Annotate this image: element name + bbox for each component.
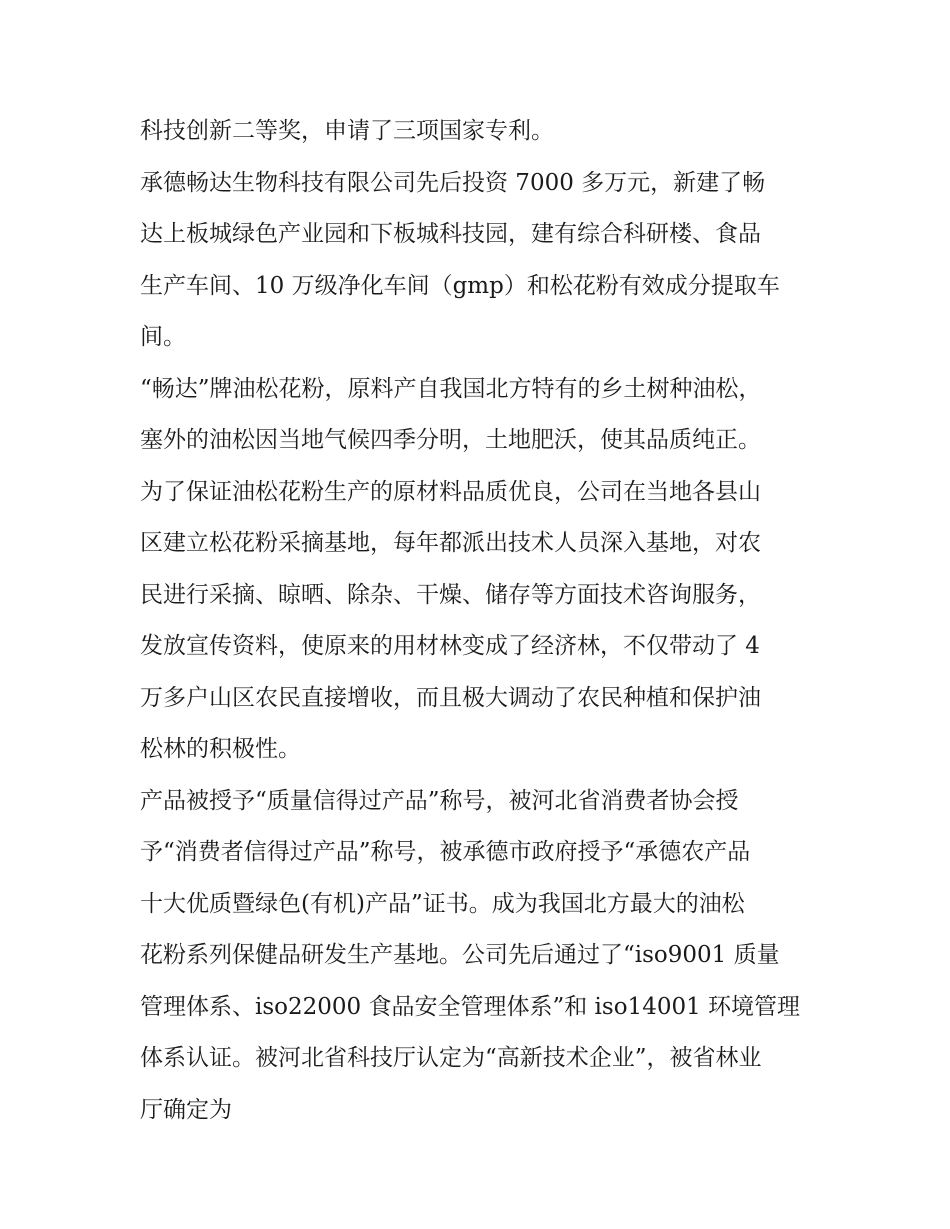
- text-line: 区建立松花粉采摘基地，每年都派出技术人员深入基地，对农: [140, 530, 761, 556]
- text-line: 生产车间、10 万级净化车间（gmp）和松花粉有效成分提取车: [140, 272, 780, 299]
- body-text: [140, 106, 820, 1136]
- text-line: 塞外的油松因当地气候四季分明，土地肥沃，使其品质纯正。: [140, 427, 761, 453]
- text-line: 体系认证。被河北省科技厅认定为“高新技术企业”，被省林业: [140, 1045, 762, 1071]
- text-line: 产品被授予“质量信得过产品”称号，被河北省消费者协会授: [140, 787, 739, 814]
- text-line: 管理体系、iso22000 食品安全管理体系”和 iso14001 环境管理: [140, 993, 801, 1020]
- text-line: 间。: [140, 324, 186, 350]
- text-line: “畅达”牌油松花粉，原料产自我国北方特有的乡土树种油松，: [140, 375, 762, 402]
- text-line: 达上板城绿色产业园和下板城科技园，建有综合科研楼、食品: [140, 221, 761, 247]
- text-line: 厅确定为: [140, 1096, 232, 1123]
- text-line: 十大优质暨绿色(有机)产品”证书。成为我国北方最大的油松: [140, 890, 745, 917]
- text-line: 松林的积极性。: [140, 736, 301, 762]
- text-line: 万多户山区农民直接增收，而且极大调动了农民种植和保护油: [140, 684, 761, 711]
- text-line: 予“消费者信得过产品”称号，被承德市政府授予“承德农产品: [140, 839, 751, 865]
- text-line: 为了保证油松花粉生产的原材料品质优良，公司在当地各县山: [140, 478, 761, 505]
- text-line: 承德畅达生物科技有限公司先后投资 7000 多万元，新建了畅: [140, 169, 766, 196]
- text-line: 科技创新二等奖，申请了三项国家专利。: [140, 118, 554, 144]
- text-line: 发放宣传资料，使原来的用材林变成了经济林，不仅带动了 4: [140, 633, 760, 659]
- text-line: 民进行采摘、晾晒、除杂、干燥、储存等方面技术咨询服务，: [140, 581, 761, 608]
- text-line: 花粉系列保健品研发生产基地。公司先后通过了“iso9001 质量: [140, 942, 780, 968]
